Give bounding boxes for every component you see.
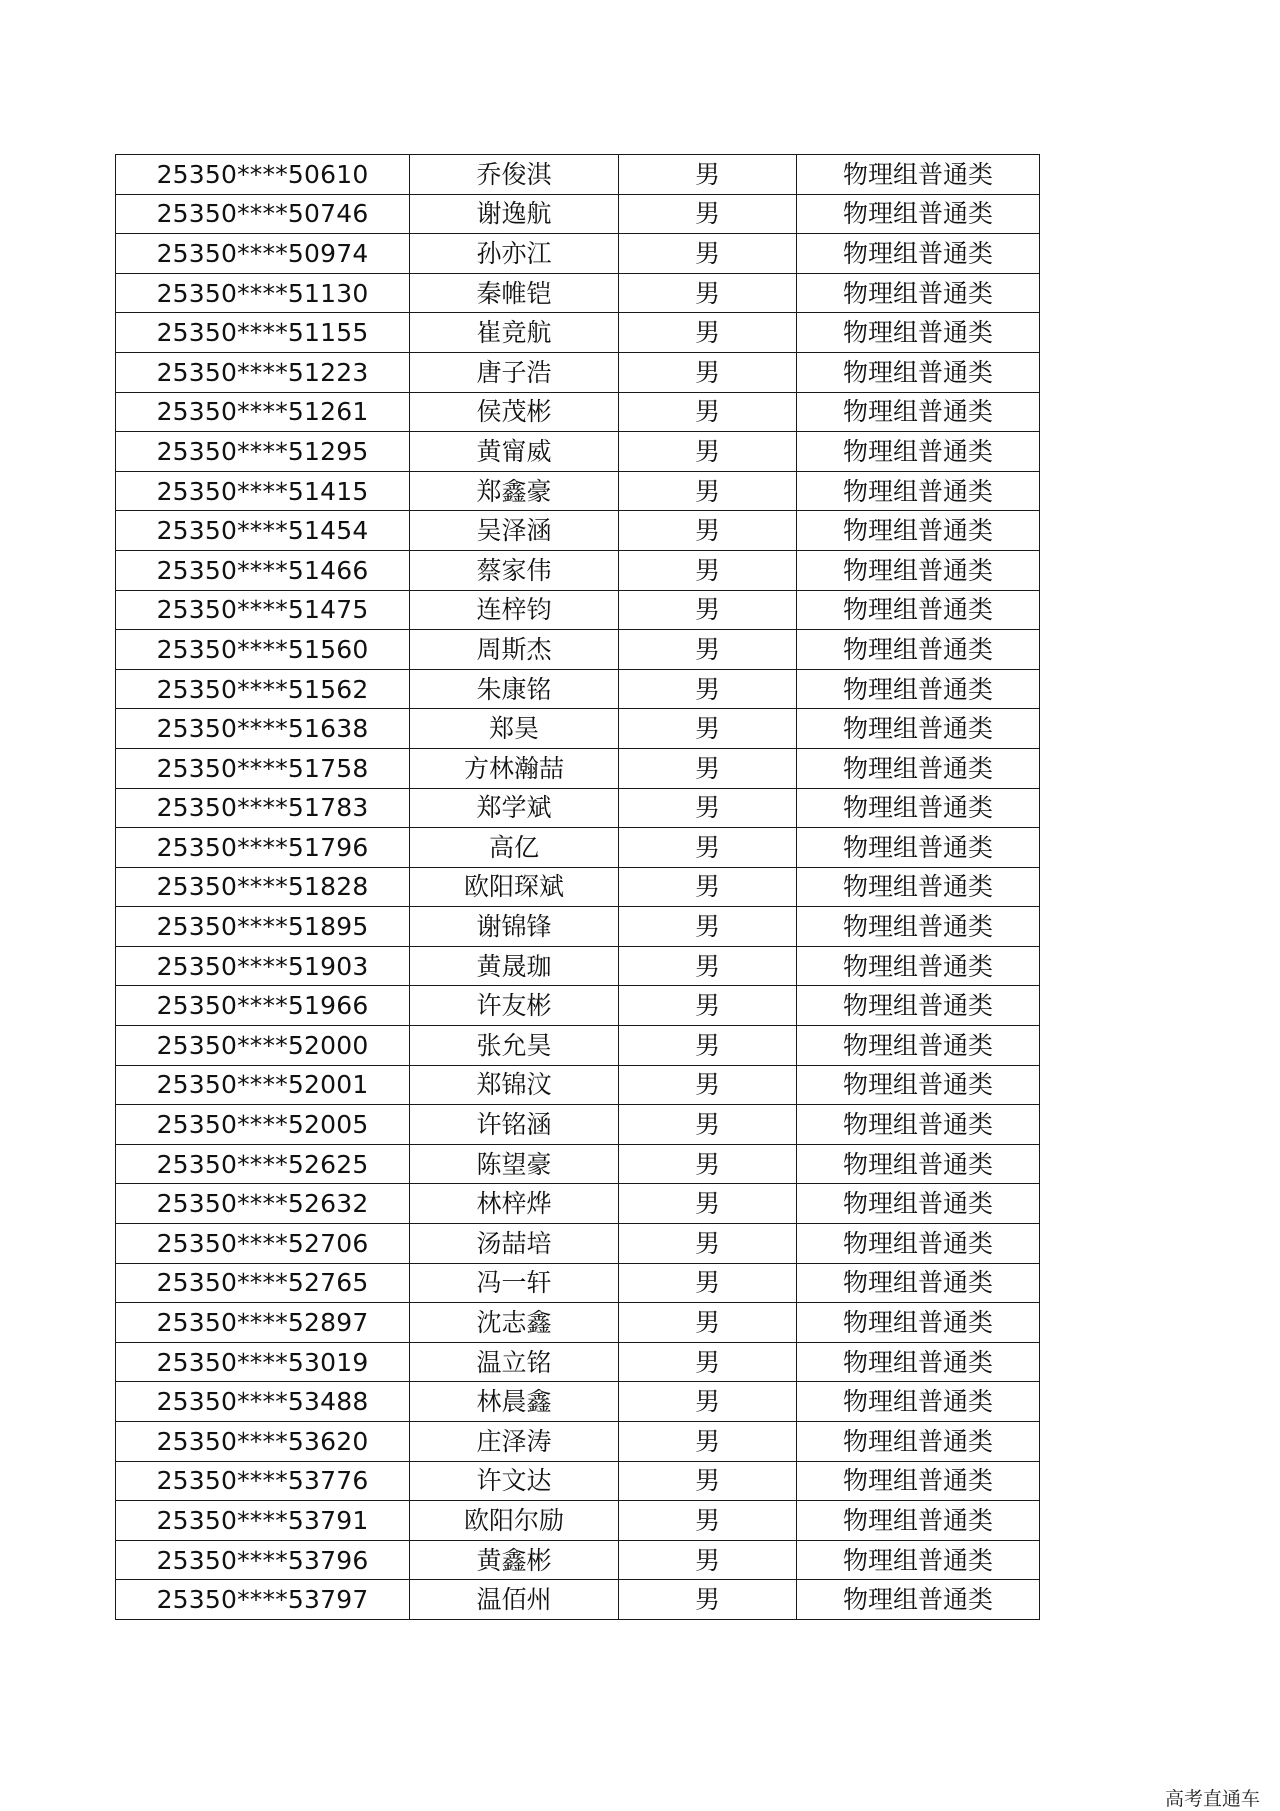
category-cell: 物理组普通类 [797, 1026, 1040, 1066]
gender-cell: 男 [619, 1580, 797, 1620]
student-name-cell: 秦帷铠 [410, 273, 619, 313]
candidate-id-cell: 25350****51295 [116, 432, 410, 472]
candidate-id-cell: 25350****53797 [116, 1580, 410, 1620]
candidate-id-cell: 25350****52765 [116, 1263, 410, 1303]
table-row [116, 630, 1040, 670]
student-name-cell: 孙亦江 [410, 234, 619, 274]
category-cell: 物理组普通类 [797, 1303, 1040, 1343]
candidate-id-cell: 25350****50974 [116, 234, 410, 274]
student-name-cell: 汤喆培 [410, 1224, 619, 1264]
student-name-cell: 欧阳琛斌 [410, 867, 619, 907]
table-row [116, 1065, 1040, 1105]
student-name-cell: 黄晟珈 [410, 946, 619, 986]
roster-table-body [116, 155, 1040, 1620]
table-row [116, 1580, 1040, 1620]
candidate-id-cell: 25350****52897 [116, 1303, 410, 1343]
gender-cell: 男 [619, 313, 797, 353]
student-name-cell: 乔俊淇 [410, 155, 619, 195]
student-name-cell: 黄鑫彬 [410, 1540, 619, 1580]
candidate-id-cell: 25350****51155 [116, 313, 410, 353]
category-cell: 物理组普通类 [797, 867, 1040, 907]
category-cell: 物理组普通类 [797, 352, 1040, 392]
candidate-id-cell: 25350****53488 [116, 1382, 410, 1422]
student-name-cell: 侯茂彬 [410, 392, 619, 432]
table-row [116, 867, 1040, 907]
candidate-id-cell: 25350****51261 [116, 392, 410, 432]
table-row [116, 1540, 1040, 1580]
candidate-id-cell: 25350****52706 [116, 1224, 410, 1264]
gender-cell: 男 [619, 1461, 797, 1501]
candidate-id-cell: 25350****53796 [116, 1540, 410, 1580]
gender-cell: 男 [619, 1422, 797, 1462]
table-row [116, 471, 1040, 511]
category-cell: 物理组普通类 [797, 1105, 1040, 1145]
gender-cell: 男 [619, 590, 797, 630]
gender-cell: 男 [619, 234, 797, 274]
student-name-cell: 许文达 [410, 1461, 619, 1501]
table-row [116, 432, 1040, 472]
table-row [116, 1342, 1040, 1382]
student-name-cell: 许铭涵 [410, 1105, 619, 1145]
table-row [116, 1303, 1040, 1343]
gender-cell: 男 [619, 828, 797, 868]
category-cell: 物理组普通类 [797, 1382, 1040, 1422]
gender-cell: 男 [619, 946, 797, 986]
gender-cell: 男 [619, 867, 797, 907]
gender-cell: 男 [619, 511, 797, 551]
candidate-id-cell: 25350****51130 [116, 273, 410, 313]
student-name-cell: 温立铭 [410, 1342, 619, 1382]
table-row [116, 352, 1040, 392]
category-cell: 物理组普通类 [797, 590, 1040, 630]
candidate-id-cell: 25350****50610 [116, 155, 410, 195]
candidate-id-cell: 25350****51223 [116, 352, 410, 392]
candidate-id-cell: 25350****52632 [116, 1184, 410, 1224]
category-cell: 物理组普通类 [797, 669, 1040, 709]
table-row [116, 1144, 1040, 1184]
category-cell: 物理组普通类 [797, 1540, 1040, 1580]
student-name-cell: 吴泽涵 [410, 511, 619, 551]
candidate-id-cell: 25350****53791 [116, 1501, 410, 1541]
category-cell: 物理组普通类 [797, 630, 1040, 670]
candidate-id-cell: 25350****53019 [116, 1342, 410, 1382]
category-cell: 物理组普通类 [797, 432, 1040, 472]
gender-cell: 男 [619, 392, 797, 432]
table-row [116, 1461, 1040, 1501]
category-cell: 物理组普通类 [797, 1422, 1040, 1462]
student-name-cell: 蔡家伟 [410, 550, 619, 590]
roster-table [115, 154, 1040, 1620]
category-cell: 物理组普通类 [797, 1501, 1040, 1541]
student-name-cell: 郑鑫豪 [410, 471, 619, 511]
student-name-cell: 周斯杰 [410, 630, 619, 670]
student-name-cell: 欧阳尔励 [410, 1501, 619, 1541]
table-row [116, 1263, 1040, 1303]
table-row [116, 234, 1040, 274]
watermark-text: 高考直通车 [1164, 1788, 1260, 1810]
student-name-cell: 方林瀚喆 [410, 748, 619, 788]
candidate-id-cell: 25350****51466 [116, 550, 410, 590]
student-name-cell: 温佰州 [410, 1580, 619, 1620]
student-name-cell: 郑昊 [410, 709, 619, 749]
table-row [116, 1422, 1040, 1462]
category-cell: 物理组普通类 [797, 194, 1040, 234]
gender-cell: 男 [619, 709, 797, 749]
table-row [116, 1501, 1040, 1541]
candidate-id-cell: 25350****51783 [116, 788, 410, 828]
gender-cell: 男 [619, 1065, 797, 1105]
table-row [116, 828, 1040, 868]
student-name-cell: 庄泽涛 [410, 1422, 619, 1462]
student-name-cell: 郑锦汶 [410, 1065, 619, 1105]
gender-cell: 男 [619, 1540, 797, 1580]
student-name-cell: 连梓钧 [410, 590, 619, 630]
gender-cell: 男 [619, 748, 797, 788]
category-cell: 物理组普通类 [797, 471, 1040, 511]
candidate-id-cell: 25350****52001 [116, 1065, 410, 1105]
student-name-cell: 林晨鑫 [410, 1382, 619, 1422]
student-name-cell: 张允昊 [410, 1026, 619, 1066]
table-row [116, 669, 1040, 709]
table-row [116, 1105, 1040, 1145]
category-cell: 物理组普通类 [797, 946, 1040, 986]
candidate-id-cell: 25350****51966 [116, 986, 410, 1026]
category-cell: 物理组普通类 [797, 1342, 1040, 1382]
gender-cell: 男 [619, 1382, 797, 1422]
gender-cell: 男 [619, 788, 797, 828]
category-cell: 物理组普通类 [797, 1461, 1040, 1501]
table-row [116, 392, 1040, 432]
candidate-id-cell: 25350****52625 [116, 1144, 410, 1184]
category-cell: 物理组普通类 [797, 1144, 1040, 1184]
table-row [116, 946, 1040, 986]
gender-cell: 男 [619, 155, 797, 195]
student-name-cell: 唐子浩 [410, 352, 619, 392]
gender-cell: 男 [619, 907, 797, 947]
gender-cell: 男 [619, 550, 797, 590]
gender-cell: 男 [619, 1105, 797, 1145]
category-cell: 物理组普通类 [797, 828, 1040, 868]
gender-cell: 男 [619, 1026, 797, 1066]
student-name-cell: 林梓烨 [410, 1184, 619, 1224]
gender-cell: 男 [619, 630, 797, 670]
gender-cell: 男 [619, 471, 797, 511]
table-row [116, 748, 1040, 788]
student-name-cell: 崔竞航 [410, 313, 619, 353]
candidate-id-cell: 25350****51903 [116, 946, 410, 986]
table-row [116, 709, 1040, 749]
student-name-cell: 朱康铭 [410, 669, 619, 709]
candidate-id-cell: 25350****51562 [116, 669, 410, 709]
table-row [116, 1184, 1040, 1224]
student-name-cell: 陈望豪 [410, 1144, 619, 1184]
table-row [116, 1382, 1040, 1422]
category-cell: 物理组普通类 [797, 986, 1040, 1026]
candidate-id-cell: 25350****51758 [116, 748, 410, 788]
table-row [116, 155, 1040, 195]
gender-cell: 男 [619, 1224, 797, 1264]
table-row [116, 788, 1040, 828]
category-cell: 物理组普通类 [797, 273, 1040, 313]
category-cell: 物理组普通类 [797, 392, 1040, 432]
student-name-cell: 高亿 [410, 828, 619, 868]
category-cell: 物理组普通类 [797, 907, 1040, 947]
gender-cell: 男 [619, 1184, 797, 1224]
gender-cell: 男 [619, 986, 797, 1026]
gender-cell: 男 [619, 273, 797, 313]
gender-cell: 男 [619, 669, 797, 709]
student-name-cell: 许友彬 [410, 986, 619, 1026]
table-row [116, 313, 1040, 353]
candidate-id-cell: 25350****53776 [116, 1461, 410, 1501]
category-cell: 物理组普通类 [797, 709, 1040, 749]
table-row [116, 273, 1040, 313]
table-row [116, 590, 1040, 630]
gender-cell: 男 [619, 1342, 797, 1382]
gender-cell: 男 [619, 1263, 797, 1303]
gender-cell: 男 [619, 1144, 797, 1184]
candidate-id-cell: 25350****51638 [116, 709, 410, 749]
student-name-cell: 郑学斌 [410, 788, 619, 828]
candidate-id-cell: 25350****52005 [116, 1105, 410, 1145]
student-name-cell: 谢逸航 [410, 194, 619, 234]
gender-cell: 男 [619, 194, 797, 234]
category-cell: 物理组普通类 [797, 313, 1040, 353]
category-cell: 物理组普通类 [797, 1580, 1040, 1620]
student-name-cell: 黄甯威 [410, 432, 619, 472]
category-cell: 物理组普通类 [797, 748, 1040, 788]
candidate-id-cell: 25350****51475 [116, 590, 410, 630]
candidate-id-cell: 25350****50746 [116, 194, 410, 234]
table-row [116, 986, 1040, 1026]
candidate-id-cell: 25350****51415 [116, 471, 410, 511]
table-row [116, 194, 1040, 234]
candidate-id-cell: 25350****51454 [116, 511, 410, 551]
gender-cell: 男 [619, 432, 797, 472]
candidate-id-cell: 25350****52000 [116, 1026, 410, 1066]
category-cell: 物理组普通类 [797, 550, 1040, 590]
category-cell: 物理组普通类 [797, 511, 1040, 551]
table-row [116, 907, 1040, 947]
candidate-id-cell: 25350****51895 [116, 907, 410, 947]
table-row [116, 550, 1040, 590]
category-cell: 物理组普通类 [797, 234, 1040, 274]
gender-cell: 男 [619, 1303, 797, 1343]
student-name-cell: 冯一轩 [410, 1263, 619, 1303]
table-row [116, 1026, 1040, 1066]
category-cell: 物理组普通类 [797, 1224, 1040, 1264]
gender-cell: 男 [619, 1501, 797, 1541]
table-row [116, 511, 1040, 551]
category-cell: 物理组普通类 [797, 155, 1040, 195]
category-cell: 物理组普通类 [797, 1065, 1040, 1105]
candidate-id-cell: 25350****51828 [116, 867, 410, 907]
student-name-cell: 谢锦锋 [410, 907, 619, 947]
category-cell: 物理组普通类 [797, 1263, 1040, 1303]
candidate-id-cell: 25350****51796 [116, 828, 410, 868]
candidate-id-cell: 25350****53620 [116, 1422, 410, 1462]
candidate-id-cell: 25350****51560 [116, 630, 410, 670]
category-cell: 物理组普通类 [797, 1184, 1040, 1224]
table-row [116, 1224, 1040, 1264]
category-cell: 物理组普通类 [797, 788, 1040, 828]
gender-cell: 男 [619, 352, 797, 392]
student-name-cell: 沈志鑫 [410, 1303, 619, 1343]
